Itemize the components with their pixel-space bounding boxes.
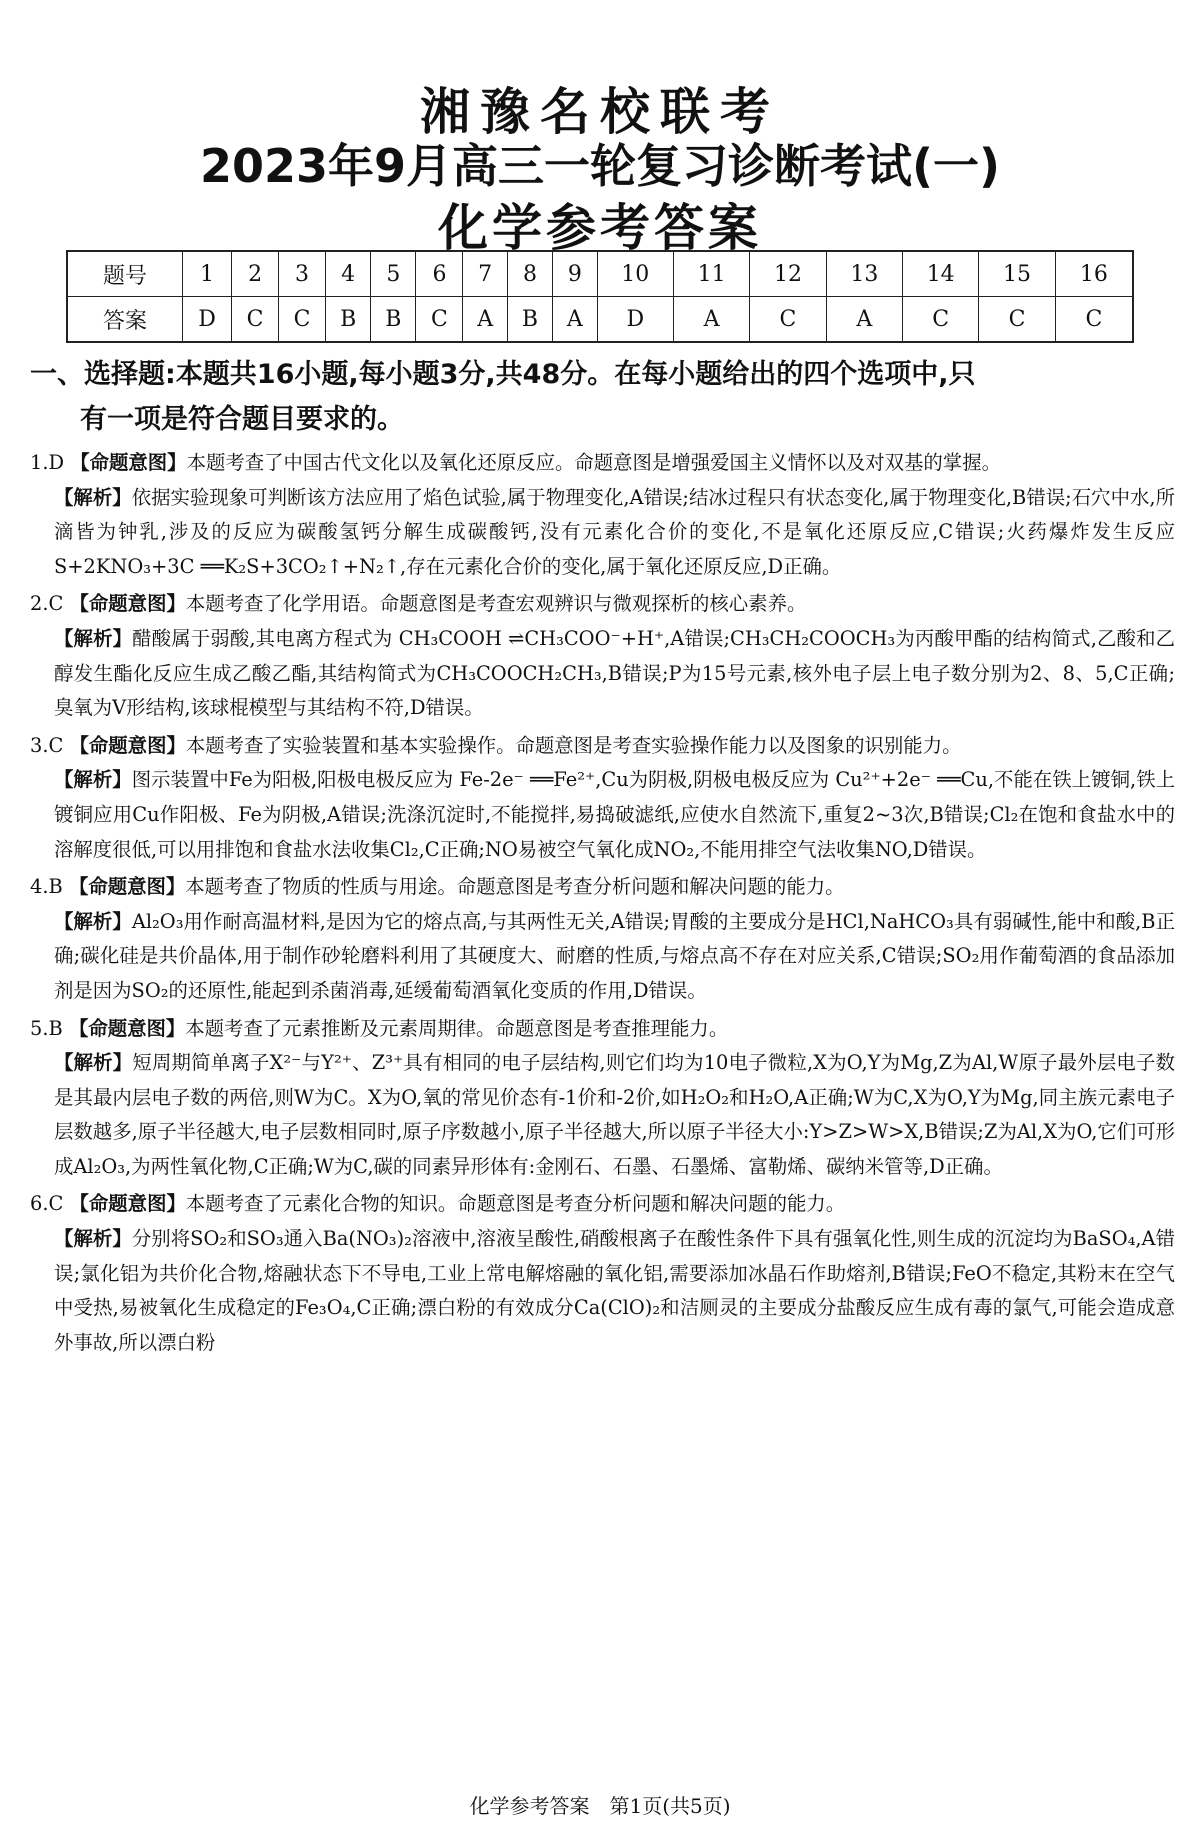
question-block <box>30 587 1175 725</box>
number-cell: 13 <box>826 251 902 297</box>
question-intent <box>30 1012 1175 1047</box>
number-cell: 8 <box>507 251 552 297</box>
question-analysis <box>30 1046 1175 1184</box>
answer-cell: A <box>826 297 902 343</box>
answer-cell: C <box>232 297 279 343</box>
analysis-tag: 【解析】 <box>54 626 133 650</box>
answer-cell: D <box>597 297 673 343</box>
number-cell: 1 <box>183 251 232 297</box>
analysis-tag: 【解析】 <box>54 1227 132 1251</box>
question-number: 4.B <box>30 875 63 899</box>
question-intent <box>30 587 1175 622</box>
intent-tag: 【命题意图】 <box>68 875 186 899</box>
question-number: 3.C <box>30 733 64 757</box>
answer-cell: B <box>371 297 416 343</box>
question-number: 5.B <box>30 1016 63 1040</box>
question-number: 1.D <box>30 451 65 474</box>
answer-cell: C <box>1055 297 1133 343</box>
number-cell: 7 <box>463 251 507 297</box>
number-cell: 10 <box>597 251 673 297</box>
question-intent <box>30 729 1175 764</box>
question-analysis <box>30 622 1175 726</box>
number-cell: 4 <box>326 251 371 297</box>
answer-cell: A <box>463 297 507 343</box>
answer-key-title: 化学参考答案 <box>438 199 762 257</box>
question-analysis <box>30 1222 1175 1360</box>
question-block <box>30 446 1175 584</box>
section-heading-line-1: 一、选择题:本题共16小题,每小题3分,共48分。在每小题给出的四个选项中,只 <box>30 359 976 390</box>
section-heading <box>30 352 1180 442</box>
answer-cell: C <box>279 297 326 343</box>
exam-union-title: 湘豫名校联考 <box>420 83 780 141</box>
exam-name-title: 2023年9月高三一轮复习诊断考试(一) <box>199 139 1001 193</box>
section-heading-line-2: 有一项是符合题目要求的。 <box>80 404 404 435</box>
analysis-text: 短周期简单离子X²⁻与Y²⁺、Z³⁺具有相同的电子层结构,则它们均为10电子微粒,X为O,Y为Mg,Z为Al,W原子最外层电子数是其最内层电子数的两倍,则W为C。X为O,氧的常见价态有-1价和-2价,如H₂O₂和H₂O,A正确;W为C,X为O,Y为Mg,同主族元素电子层数越多,原子半径越大,电子层数相同时,原子序数越小,原子半径越大,所以原子半径大小:Y>Z>W>X,B错误;Z为Al,X为O,它们可形成Al₂O₃,为两性氧化物,C正确;W为C,碳的同素异形体有:金刚石、石墨、石墨烯、富勒烯、碳纳米管等,D正确。 <box>54 1051 1175 1178</box>
analysis-text: 图示装置中Fe为阳极,阳极电极反应为 Fe-2e⁻ ══Fe²⁺,Cu为阴极,阴极电极反应为 Cu²⁺+2e⁻ ══Cu,不能在铁上镀铜,铁上镀铜应用Cu作阳极、Fe为阴极,A错误;洗涤沉淀时,不能搅拌,易捣破滤纸,应使水自然流下,重复2~3次,B错误;Cl₂在饱和食盐水中的溶解度很低,可以用排饱和食盐水法收集Cl₂,C正确;NO易被空气氧化成NO₂,不能用排空气法收集NO,D错误。 <box>54 768 1176 861</box>
intent-tag: 【命题意图】 <box>68 1016 186 1040</box>
analysis-tag: 【解析】 <box>54 909 132 933</box>
analysis-tag: 【解析】 <box>54 485 132 509</box>
question-intent <box>30 1187 1175 1222</box>
number-cell: 11 <box>673 251 749 297</box>
row-label-answer: 答案 <box>67 297 183 343</box>
answer-cell: A <box>673 297 749 343</box>
question-number-row <box>67 251 1133 297</box>
answer-cell: C <box>979 297 1055 343</box>
intent-text: 本题考查了中国古代文化以及氧化还原反应。命题意图是增强爱国主义情怀以及对双基的掌握。 <box>186 451 1001 474</box>
page-footer: 化学参考答案 第1页(共5页) <box>469 1794 731 1818</box>
question-number: 6.C <box>30 1192 64 1216</box>
explanations <box>30 446 1175 1363</box>
answer-table <box>66 250 1134 343</box>
analysis-tag: 【解析】 <box>54 1051 133 1075</box>
question-analysis <box>30 481 1175 585</box>
answer-cell: C <box>750 297 826 343</box>
question-intent <box>30 870 1175 905</box>
intent-text: 本题考查了元素推断及元素周期律。命题意图是考查推理能力。 <box>185 1016 729 1040</box>
analysis-text: Al₂O₃用作耐高温材料,是因为它的熔点高,与其两性无关,A错误;胃酸的主要成分是HCl,NaHCO₃具有弱碱性,能中和酸,B正确;碳化硅是共价晶体,用于制作砂轮磨料利用了其硬度大、耐磨的性质,与熔点高不存在对应关系,C错误;SO₂用作葡萄酒的食品添加剂是因为SO₂的还原性,能起到杀菌消毒,延缓葡萄酒氧化变质的作用,D错误。 <box>54 909 1176 1002</box>
answer-cell: C <box>416 297 463 343</box>
answer-cell: C <box>903 297 979 343</box>
number-cell: 15 <box>979 251 1055 297</box>
analysis-text: 分别将SO₂和SO₃通入Ba(NO₃)₂溶液中,溶液呈酸性,硝酸根离子在酸性条件下具有强氧化性,则生成的沉淀均为BaSO₄,A错误;氯化铝为共价化合物,熔融状态下不导电,工业上常电解熔融的氧化铝,需要添加冰晶石作助熔剂,B错误;FeO不稳定,其粉末在空气中受热,易被氧化生成稳定的Fe₃O₄,C正确;漂白粉的有效成分Ca(ClO)₂和洁厕灵的主要成分盐酸反应生成有毒的氯气,可能会造成意外事故,所以漂白粉 <box>54 1227 1175 1354</box>
question-block <box>30 870 1175 1008</box>
answer-cell: B <box>507 297 552 343</box>
number-cell: 3 <box>279 251 326 297</box>
intent-text: 本题考查了实验装置和基本实验操作。命题意图是考查实验操作能力以及图象的识别能力。 <box>185 733 962 757</box>
number-cell: 2 <box>232 251 279 297</box>
question-number: 2.C <box>30 592 64 616</box>
question-block <box>30 1012 1175 1185</box>
intent-tag: 【命题意图】 <box>69 733 186 757</box>
answer-cell: A <box>553 297 597 343</box>
number-cell: 6 <box>416 251 463 297</box>
row-label-number: 题号 <box>67 251 183 297</box>
intent-tag: 【命题意图】 <box>69 592 186 616</box>
answer-cell: B <box>326 297 371 343</box>
analysis-text: 醋酸属于弱酸,其电离方程式为 CH₃COOH ⇌CH₃COO⁻+H⁺,A错误;CH₃CH₂COOCH₃为丙酸甲酯的结构简式,乙酸和乙醇发生酯化反应生成乙酸乙酯,其结构简式为CH₃COOCH₂CH₃,B错误;P为15号元素,核外电子层上电子数分别为2、8、5,C正确;臭氧为V形结构,该球棍模型与其结构不符,D错误。 <box>54 626 1175 720</box>
number-cell: 9 <box>553 251 597 297</box>
answer-row <box>67 297 1133 343</box>
number-cell: 12 <box>750 251 826 297</box>
answer-cell: D <box>183 297 232 343</box>
intent-tag: 【命题意图】 <box>69 1192 186 1216</box>
question-analysis <box>30 905 1175 1009</box>
question-intent <box>30 446 1175 481</box>
question-block <box>30 729 1175 867</box>
intent-tag: 【命题意图】 <box>70 451 187 474</box>
analysis-tag: 【解析】 <box>54 768 132 792</box>
number-cell: 16 <box>1055 251 1133 297</box>
question-analysis <box>30 763 1175 867</box>
analysis-text: 依据实验现象可判断该方法应用了焰色试验,属于物理变化,A错误;结冰过程只有状态变化,属于物理变化,B错误;石穴中水,所滴皆为钟乳,涉及的反应为碳酸氢钙分解生成碳酸钙,没有元素化合价的变化,不是氧化还原反应,C错误;火药爆炸发生反应 S+2KNO₃+3C ══K₂S+3CO₂↑+N₂↑,存在元素化合价的变化,属于氧化还原反应,D正确。 <box>54 485 1176 578</box>
number-cell: 5 <box>371 251 416 297</box>
intent-text: 本题考查了化学用语。命题意图是考查宏观辨识与微观探析的核心素养。 <box>185 592 807 616</box>
number-cell: 14 <box>903 251 979 297</box>
intent-text: 本题考查了元素化合物的知识。命题意图是考查分析问题和解决问题的能力。 <box>185 1192 846 1216</box>
intent-text: 本题考查了物质的性质与用途。命题意图是考查分析问题和解决问题的能力。 <box>185 875 845 899</box>
question-block <box>30 1187 1175 1360</box>
